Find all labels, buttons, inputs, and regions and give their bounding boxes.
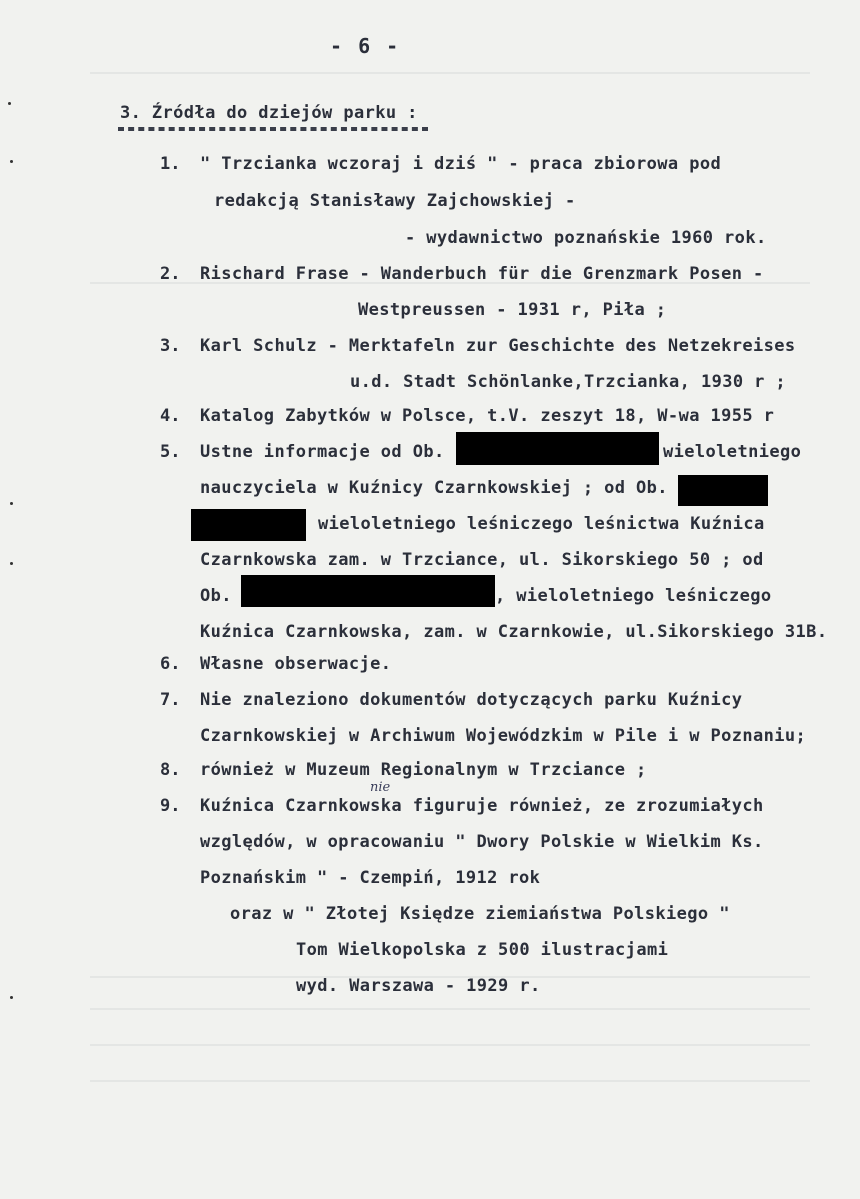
text-line: wyd. Warszawa - 1929 r.	[296, 976, 541, 996]
text-line: Katalog Zabytków w Polsce, t.V. zeszyt 18, W-wa 1955 r	[200, 406, 775, 426]
item-number: 1.	[160, 154, 181, 174]
redaction-bar	[191, 509, 306, 541]
item-number: 3.	[160, 336, 181, 356]
heading-underline	[118, 127, 428, 131]
text-line: nauczyciela w Kuźnicy Czarnkowskiej ; od Ob.	[200, 478, 668, 498]
bleed-through-line	[90, 1008, 810, 1010]
text-line: Czarnkowskiej w Archiwum Wojewódzkim w Pile i w Poznaniu;	[200, 726, 807, 746]
text-line: " Trzcianka wczoraj i dziś " - praca zbiorowa pod	[200, 154, 722, 174]
text-line: oraz w " Złotej Księdze ziemiaństwa Polskiego "	[230, 904, 730, 924]
text-line: Rischard Frase - Wanderbuch für die Grenzmark Posen -	[200, 264, 764, 284]
item-number: 2.	[160, 264, 181, 284]
redaction-bar	[241, 575, 495, 607]
text-line: wieloletniego leśniczego leśnictwa Kuźnica	[318, 514, 765, 534]
handwritten-note: nie	[370, 780, 391, 795]
text-line: również w Muzeum Regionalnym w Trzciance ;	[200, 760, 647, 780]
text-line: Tom Wielkopolska z 500 ilustracjami	[296, 940, 669, 960]
item-number: 6.	[160, 654, 181, 674]
text-line: , wieloletniego leśniczego	[495, 586, 772, 606]
text-line: Nie znaleziono dokumentów dotyczących parku Kuźnicy	[200, 690, 743, 710]
text-line: Poznańskim " - Czempiń, 1912 rok	[200, 868, 541, 888]
item-number: 7.	[160, 690, 181, 710]
margin-mark	[10, 160, 13, 163]
text-line: względów, w opracowaniu " Dwory Polskie w Wielkim Ks.	[200, 832, 764, 852]
text-line: Kuźnica Czarnkowska, zam. w Czarnkowie, ul.Sikorskiego 31B.	[200, 622, 828, 642]
redaction-bar	[456, 432, 659, 465]
text-line: wieloletniego	[663, 442, 802, 462]
text-line: Ustne informacje od Ob.	[200, 442, 445, 462]
text-line: Westpreussen - 1931 r, Piła ;	[358, 300, 667, 320]
item-number: 9.	[160, 796, 181, 816]
text-line: Karl Schulz - Merktafeln zur Geschichte des Netzekreises	[200, 336, 796, 356]
text-line: Czarnkowska zam. w Trzciance, ul. Sikorskiego 50 ; od	[200, 550, 764, 570]
section-heading: 3. Źródła do dziejów parku :	[120, 103, 418, 123]
text-line: Kuźnica Czarnkowska figuruje również, ze zrozumiałych	[200, 796, 764, 816]
text-line: redakcją Stanisławy Zajchowskiej -	[214, 191, 576, 211]
text-line: Ob.	[200, 586, 232, 606]
bleed-through-line	[90, 72, 810, 74]
margin-mark	[10, 562, 13, 565]
text-line: Własne obserwacje.	[200, 654, 392, 674]
redaction-bar	[678, 475, 768, 506]
item-number: 4.	[160, 406, 181, 426]
bleed-through-line	[90, 1080, 810, 1082]
margin-mark	[10, 502, 13, 505]
item-number: 8.	[160, 760, 181, 780]
page-number: - 6 -	[330, 34, 401, 58]
margin-mark	[8, 102, 11, 105]
text-line: - wydawnictwo poznańskie 1960 rok.	[405, 228, 767, 248]
item-number: 5.	[160, 442, 181, 462]
text-line: u.d. Stadt Schönlanke,Trzcianka, 1930 r ;	[350, 372, 787, 392]
margin-mark	[10, 996, 13, 999]
bleed-through-line	[90, 1044, 810, 1046]
